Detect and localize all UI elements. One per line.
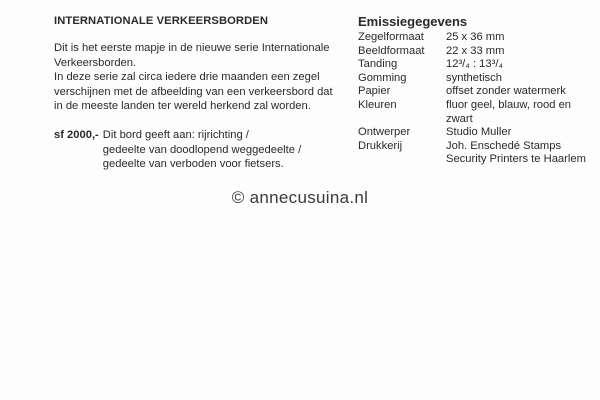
section-title: INTERNATIONALE VERKEERSBORDEN <box>54 15 269 27</box>
spec-label: Tanding <box>358 58 398 71</box>
spec-value-line: Joh. Enschedé Stamps <box>446 139 562 152</box>
intro-line: In deze serie zal circa iedere drie maanden een zegel <box>54 71 320 84</box>
spec-label: Kleuren <box>358 98 397 111</box>
stamp-description <box>54 128 354 172</box>
description-line: gedeelte van doodlopend weggedeelte / <box>102 143 302 156</box>
spec-value-line: Security Printers te Haarlem <box>446 153 586 166</box>
stamp-value: sf 2000,- <box>54 128 99 141</box>
spec-label: Drukkerij <box>358 139 403 152</box>
spec-row-beeldformaat <box>358 45 594 59</box>
spec-label: Ontwerper <box>358 126 411 139</box>
spec-row-kleuren <box>358 99 594 126</box>
copyright-watermark: © annecusuina.nl <box>231 188 369 207</box>
spec-value <box>446 140 594 167</box>
stamp-description-text <box>103 128 301 172</box>
spec-row-zegelformaat <box>358 31 594 45</box>
intro-line: Verkeersborden. <box>54 56 137 69</box>
spec-label: Gomming <box>358 71 407 84</box>
intro-line: in de meeste landen ter wereld herkend zal worden. <box>54 100 311 113</box>
spec-value <box>446 99 594 126</box>
spec-value <box>446 126 594 140</box>
intro-line: verschijnen met de afbeelding van een verkeersbord dat <box>54 85 333 98</box>
spec-label: Zegelformaat <box>358 31 424 43</box>
spec-value-line: 22 x 33 mm <box>446 44 505 57</box>
spec-value-line: 12³/₄ : 13³/₄ <box>446 58 504 71</box>
intro-text <box>54 41 354 114</box>
spec-value <box>446 45 594 59</box>
spec-value <box>446 85 594 99</box>
spec-label: Beeldformaat <box>358 44 425 57</box>
spec-value-line: offset zonder watermerk <box>446 85 566 98</box>
left-column <box>54 14 354 172</box>
description-line: Dit bord geeft aan: rijrichting / <box>102 128 249 141</box>
spec-label: Papier <box>358 85 391 98</box>
spec-row-papier <box>358 85 594 99</box>
spec-value-line: fluor geel, blauw, rood en <box>446 98 572 111</box>
spec-row-ontwerper <box>358 126 594 140</box>
right-column <box>358 14 594 167</box>
spec-value-line: 25 x 36 mm <box>446 31 505 43</box>
spec-value <box>446 72 594 86</box>
spec-value <box>446 58 594 72</box>
spec-row-drukkerij <box>358 140 594 167</box>
intro-line: Dit is het eerste mapje in de nieuwe serie Internationale <box>54 42 330 54</box>
emission-title: Emissiegegevens <box>358 14 468 29</box>
spec-value <box>446 31 594 45</box>
spec-row-gomming <box>358 72 594 86</box>
spec-value-line: Studio Muller <box>446 126 512 139</box>
spec-row-tanding <box>358 58 594 72</box>
spec-value-line: zwart <box>446 112 473 125</box>
spec-value-line: synthetisch <box>446 71 502 84</box>
description-line: gedeelte van verboden voor fietsers. <box>102 158 284 171</box>
